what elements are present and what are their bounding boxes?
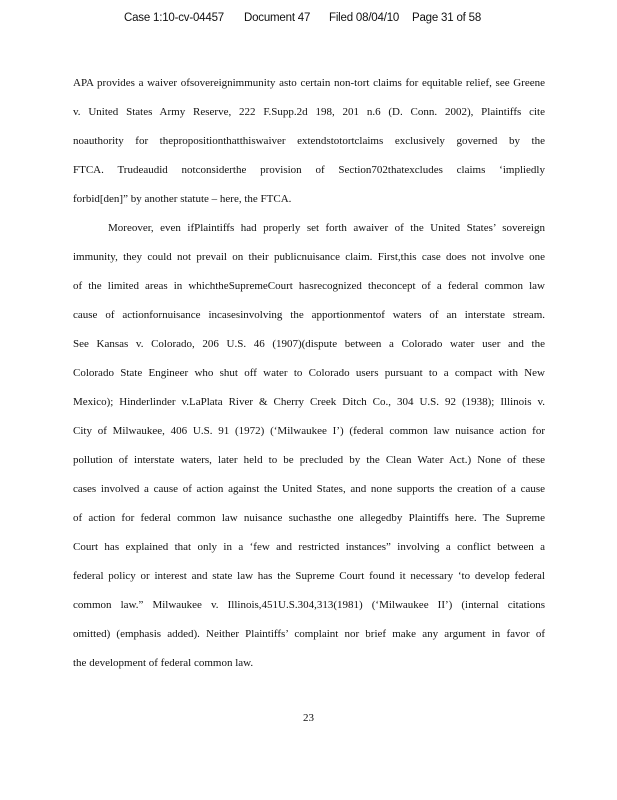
- text-line: Moreover, even ifPlaintiffs had properly set forth awaiver of the United States’ sovereign: [108, 222, 545, 234]
- text-line: v. United States Army Reserve, 222 F.Supp.2d 198, 201 n.6 (D. Conn. 2002), Plaintiffs cite: [73, 106, 545, 118]
- text-line: forbid[den]” by another statute – here, the FTCA.: [73, 193, 292, 205]
- header-document-number: Document 47: [244, 12, 311, 24]
- text-line: noauthority for thepropositionthatthiswaiver extendstotortclaims exclusively governed by the: [73, 135, 545, 147]
- text-line: of the limited areas in whichtheSupremeCourt hasrecognized theconcept of a federal common law: [73, 280, 545, 292]
- text-line: federal policy or interest and state law has the Supreme Court found it necessary ‘to develop federal: [73, 570, 545, 582]
- page-number: 23: [303, 712, 314, 724]
- text-line: pollution of interstate waters, later held to be precluded by the Clean Water Act.) None of these: [73, 454, 545, 466]
- text-line: Colorado State Engineer who shut off water to Colorado users pursuant to a compact with New: [73, 367, 545, 379]
- header-filed-date: Filed 08/04/10: [329, 12, 400, 24]
- text-line: Mexico); Hinderlinder v.LaPlata River & Cherry Creek Ditch Co., 304 U.S. 92 (1938); Illinois v.: [73, 396, 545, 408]
- header-page-count: Page 31 of 58: [412, 12, 482, 24]
- text-line: Court has explained that only in a ‘few and restricted instances” involving a conflict between a: [73, 541, 545, 553]
- text-line: of action for federal common law nuisance suchasthe one allegedby Plaintiffs here. The Supreme: [73, 512, 545, 524]
- text-line: the development of federal common law.: [73, 657, 254, 669]
- document-body: [73, 69, 545, 678]
- text-line: immunity, they could not prevail on their publicnuisance claim. First,this case does not involve one: [73, 251, 545, 263]
- text-line: omitted) (emphasis added). Neither Plaintiffs’ complaint nor brief make any argument in favor of: [73, 628, 545, 640]
- header-case-number: Case 1:10-cv-04457: [124, 12, 224, 24]
- text-line: APA provides a waiver ofsovereignimmunity asto certain non-tort claims for equitable relief, see Greene: [73, 77, 545, 89]
- text-line: cases involved a cause of action against the United States, and none supports the creation of a cause: [73, 483, 545, 495]
- text-line: City of Milwaukee, 406 U.S. 91 (1972) (‘Milwaukee I’) (federal common law nuisance action for: [73, 425, 545, 437]
- text-line: cause of actionfornuisance incasesinvolving the apportionmentof waters of an interstate stream.: [73, 309, 545, 321]
- text-line: See Kansas v. Colorado, 206 U.S. 46 (1907)(dispute between a Colorado water user and the: [73, 338, 545, 350]
- text-line: common law.” Milwaukee v. Illinois,451U.S.304,313(1981) (‘Milwaukee II’) (internal citations: [73, 599, 545, 611]
- text-line: FTCA. Trudeaudid notconsiderthe provision of Section702thatexcludes claims ‘impliedly: [73, 164, 545, 176]
